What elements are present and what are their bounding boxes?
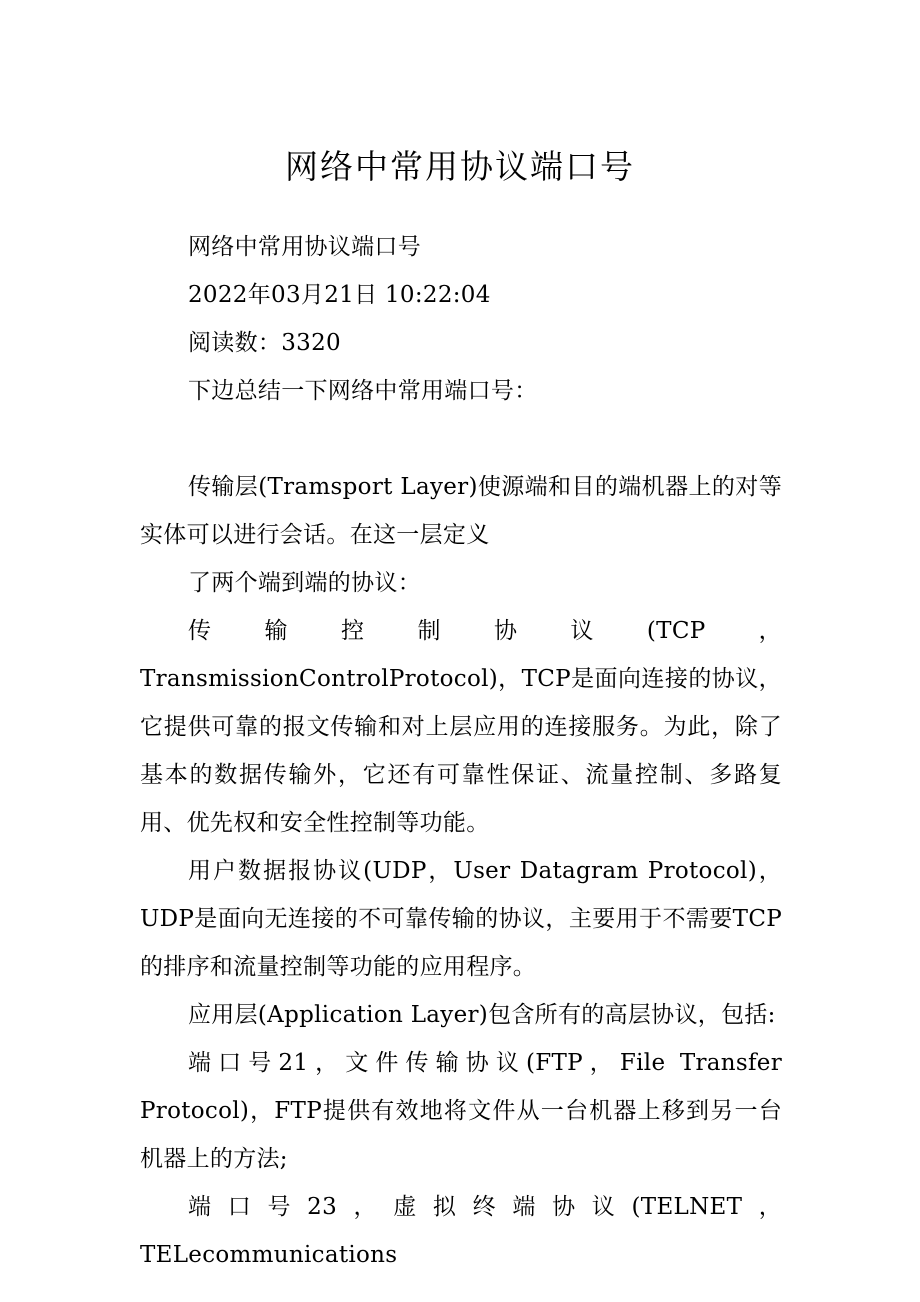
paragraph-blank [140, 415, 782, 463]
paragraph-two-protocols: 了两个端到端的协议： [188, 570, 421, 596]
paragraph-transport-layer: 传输层(Tramsport Layer)使源端和目的端机器上的对等实体可以进行会话。在这一层定义 [140, 474, 782, 548]
paragraph-ftp: 端口号21，文件传输协议(FTP，File Transfer Protocol)，FTP提供有效地将文件从一台机器上移到另一台机器上的方法; [140, 1050, 782, 1172]
paragraph-tcp: 传输控制协议(TCP，TransmissionControlProtocol)，TCP是面向连接的协议，它提供可靠的报文传输和对上层应用的连接服务。为此，除了基本的数据传输外，它还有可靠性保证、流量控制、多路复用、优先权和安全性控制等功能。 [140, 618, 782, 836]
paragraph-subtitle: 网络中常用协议端口号 [188, 234, 421, 260]
paragraph-date: 2022年03月21日 10:22:04 [188, 282, 491, 308]
paragraph-intro: 下边总结一下网络中常用端口号： [188, 378, 538, 404]
paragraph-telnet: 端口号23，虚拟终端协议(TELNET，TELecommunications [140, 1194, 782, 1268]
document-body [140, 223, 782, 1279]
paragraph-read-count: 阅读数：3320 [188, 330, 341, 356]
document-title: 网络中常用协议端口号 [285, 147, 635, 186]
paragraph-udp: 用户数据报协议(UDP，User Datagram Protocol)，UDP是面向无连接的不可靠传输的协议，主要用于不需要TCP的排序和流量控制等功能的应用程序。 [140, 858, 782, 980]
paragraph-application-layer: 应用层(Application Layer)包含所有的高层协议，包括: [188, 1002, 776, 1028]
